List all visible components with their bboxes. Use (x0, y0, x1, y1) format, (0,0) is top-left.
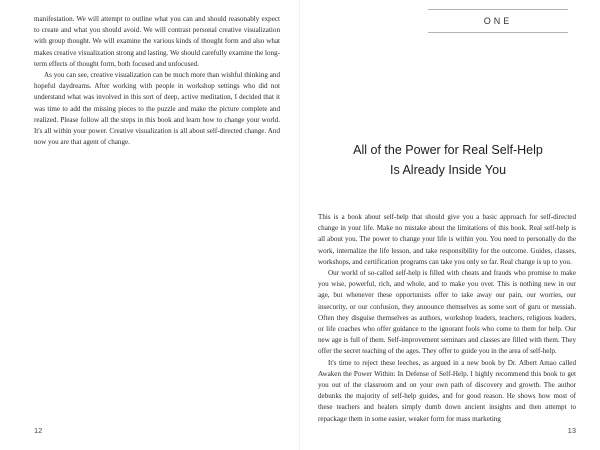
chapter-title-line-1: All of the Power for Real Self-Help (353, 143, 543, 157)
right-page (300, 0, 600, 450)
left-paragraph-1: manifestation. We will attempt to outline what you can and should reasonably expect to create and what you should avoid. We will contrast personal creative visualization with group thought. We will examine the various kinds of thought form and also what makes creative visualization strong and lasting. We should carefully examine the long-term effects of thought form, both focused and unfocused. (34, 15, 280, 68)
right-paragraph-3: It's time to reject these leeches, as argued in a new book by Dr. Albert Amao called Awaken the Power Within: In Defense of Self-Help. I highly recommend this book to get you out of the classroom and on your own path of discovery and growth. The author debunks the majority of self-help guides, and for good reason. He shows how most of these teachers and healers simply dumb down ancient insights and then attempt to repackage them in some easier, weaker form for mass marketing (318, 358, 576, 423)
right-page-number: 13 (567, 426, 576, 435)
left-page-number: 12 (34, 426, 43, 435)
chapter-title (320, 140, 576, 180)
left-page-body (34, 14, 280, 148)
chapter-title-line-2: Is Already Inside You (389, 163, 507, 177)
right-page-body (318, 212, 576, 425)
chapter-number: ONE (428, 9, 568, 33)
right-paragraph-1: This is a book about self-help that should give you a basic approach for self-directed change in your life. Make no mistake about the limitations of this book. Real self-help is all about you. The power to change your life is within you. You need to personally do the work, internalize the life lesson, and take responsibility for the outcome. Guides, classes, workshops, and certification programs can take you only so far. Real change is up to you. (318, 213, 576, 266)
right-paragraph-2: Our world of so-called self-help is filled with cheats and frauds who promise to make you wise, powerful, rich, and whole, and to make you over. This is nothing new in our age, but whenever these opportunists offer to take away our pain, our worries, our insecurity, or our confusion, they announce themselves as some sort of guru or messiah. Often they disguise themselves as authors, workshop leaders, teachers, religious leaders, or life coaches who offer guidance to the ignorant fools who come to them for help. Our new age is full of them. Self-improvement seminars and classes are filled with them. They offer the secret teaching of the ages. They offer to guide you in the area of self-help. (318, 269, 576, 356)
left-paragraph-2: As you can see, creative visualization can be much more than wishful thinking and hopeful daydreams. After working with people in workshop settings who did not understand what was involved in this sort of deep, active meditation, I decided that it was time to add the missing pieces to the puzzle and make the picture complete and realized. Please follow all the steps in this book and learn how to change your world. It's all within your power. Creative visualization is all about self-directed change. And now you are that agent of change. (34, 71, 280, 147)
